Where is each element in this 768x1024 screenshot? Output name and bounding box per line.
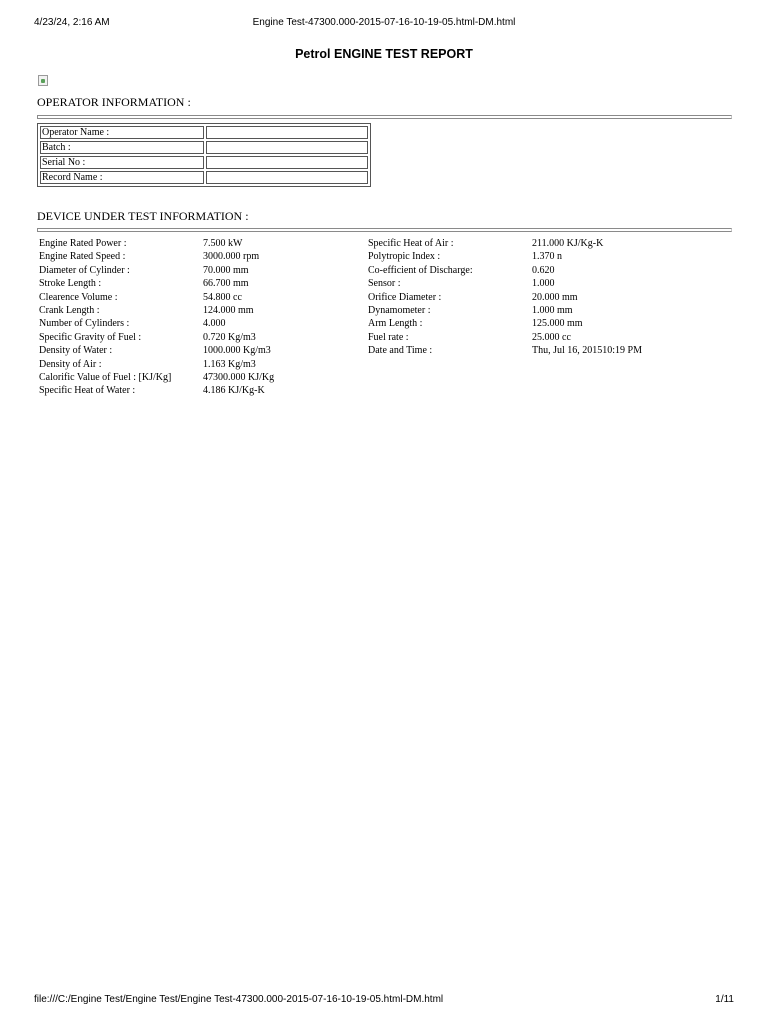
- param-value: 1.163 Kg/m3: [203, 358, 256, 370]
- param-value: 54.800 cc: [203, 291, 242, 303]
- param-value: 125.000 mm: [532, 318, 583, 330]
- param-label: Specific Heat of Water :: [39, 385, 136, 397]
- list-item: [39, 277, 739, 290]
- operator-name-value: [206, 126, 368, 139]
- param-value: Thu, Jul 16, 201510:19 PM: [532, 345, 643, 357]
- param-label: Specific Gravity of Fuel :: [39, 331, 142, 343]
- list-item: [39, 358, 739, 371]
- param-value: 7.500 kW: [203, 238, 243, 249]
- section-divider: [37, 228, 732, 232]
- param-label: Density of Water :: [39, 345, 113, 357]
- param-value: 4.186 KJ/Kg-K: [203, 385, 265, 397]
- param-value: 66.700 mm: [203, 278, 249, 290]
- param-value: 1.000: [532, 278, 555, 290]
- param-value: 0.720 Kg/m3: [203, 331, 256, 343]
- param-value: 1.000 mm: [532, 304, 573, 316]
- param-label: Sensor :: [368, 278, 401, 290]
- operator-section-heading: OPERATOR INFORMATION :: [37, 95, 191, 109]
- param-label: Date and Time :: [368, 345, 433, 357]
- report-title: Petrol ENGINE TEST REPORT: [295, 47, 473, 61]
- param-label: Crank Length :: [39, 304, 100, 316]
- list-item: [39, 304, 739, 317]
- param-label: Arm Length :: [368, 318, 423, 330]
- list-item: [39, 317, 739, 330]
- list-item: [39, 331, 739, 344]
- param-label: Fuel rate :: [368, 331, 409, 343]
- device-info-list: [39, 237, 739, 398]
- param-value: 3000.000 rpm: [203, 251, 260, 263]
- list-item: [39, 371, 739, 384]
- param-label: Orifice Diameter :: [368, 291, 442, 303]
- print-file-title: Engine Test-47300.000-2015-07-16-10-19-05.html-DM.html: [252, 17, 516, 28]
- serial-no-label: Serial No :: [40, 156, 204, 169]
- table-row: [40, 156, 368, 169]
- list-item: [39, 250, 739, 263]
- param-label: Engine Rated Speed :: [39, 251, 126, 263]
- table-row: [40, 141, 368, 154]
- device-section-heading: DEVICE UNDER TEST INFORMATION :: [37, 209, 249, 223]
- param-value: 124.000 mm: [203, 304, 254, 316]
- section-divider: [37, 115, 732, 119]
- print-header: [34, 17, 734, 31]
- param-label: Polytropic Index :: [368, 251, 441, 263]
- param-value: 47300.000 KJ/Kg: [203, 371, 275, 383]
- operator-info-table: [37, 123, 371, 187]
- batch-label: Batch :: [40, 141, 204, 154]
- table-row: [40, 171, 368, 184]
- print-date: 4/23/24, 2:16 AM: [34, 17, 110, 28]
- print-file-path: file:///C:/Engine Test/Engine Test/Engine Test-47300.000-2015-07-16-10-19-05.html-DM.html: [34, 994, 444, 1005]
- param-label: Calorific Value of Fuel : [KJ/Kg]: [39, 371, 172, 383]
- param-label: Dynamometer :: [368, 304, 431, 316]
- list-item: [39, 237, 739, 250]
- param-value: 25.000 cc: [532, 331, 571, 343]
- param-value: 1000.000 Kg/m3: [203, 345, 271, 357]
- list-item: [39, 384, 739, 397]
- record-name-value: [206, 171, 368, 184]
- param-label: Engine Rated Power :: [39, 238, 127, 249]
- param-label: Co-efficient of Discharge:: [368, 264, 473, 276]
- list-item: [39, 264, 739, 277]
- param-value: 211.000 KJ/Kg-K: [532, 238, 604, 249]
- list-item: [39, 291, 739, 304]
- table-row: [40, 126, 368, 139]
- list-item: [39, 344, 739, 357]
- param-label: Number of Cylinders :: [39, 318, 130, 330]
- record-name-label: Record Name :: [40, 171, 204, 184]
- param-label: Specific Heat of Air :: [368, 238, 454, 249]
- param-label: Stroke Length :: [39, 278, 102, 290]
- print-footer: [34, 994, 734, 1008]
- param-label: Clearence Volume :: [39, 291, 118, 303]
- operator-name-label: Operator Name :: [40, 126, 204, 139]
- param-value: 70.000 mm: [203, 264, 249, 276]
- serial-no-value: [206, 156, 368, 169]
- broken-image-icon: [38, 75, 48, 86]
- param-value: 0.620: [532, 264, 555, 276]
- param-value: 4.000: [203, 318, 226, 330]
- batch-value: [206, 141, 368, 154]
- page-number: 1/11: [715, 994, 734, 1005]
- param-label: Density of Air :: [39, 358, 102, 370]
- param-label: Diameter of Cylinder :: [39, 264, 130, 276]
- param-value: 20.000 mm: [532, 291, 578, 303]
- param-value: 1.370 n: [532, 251, 562, 263]
